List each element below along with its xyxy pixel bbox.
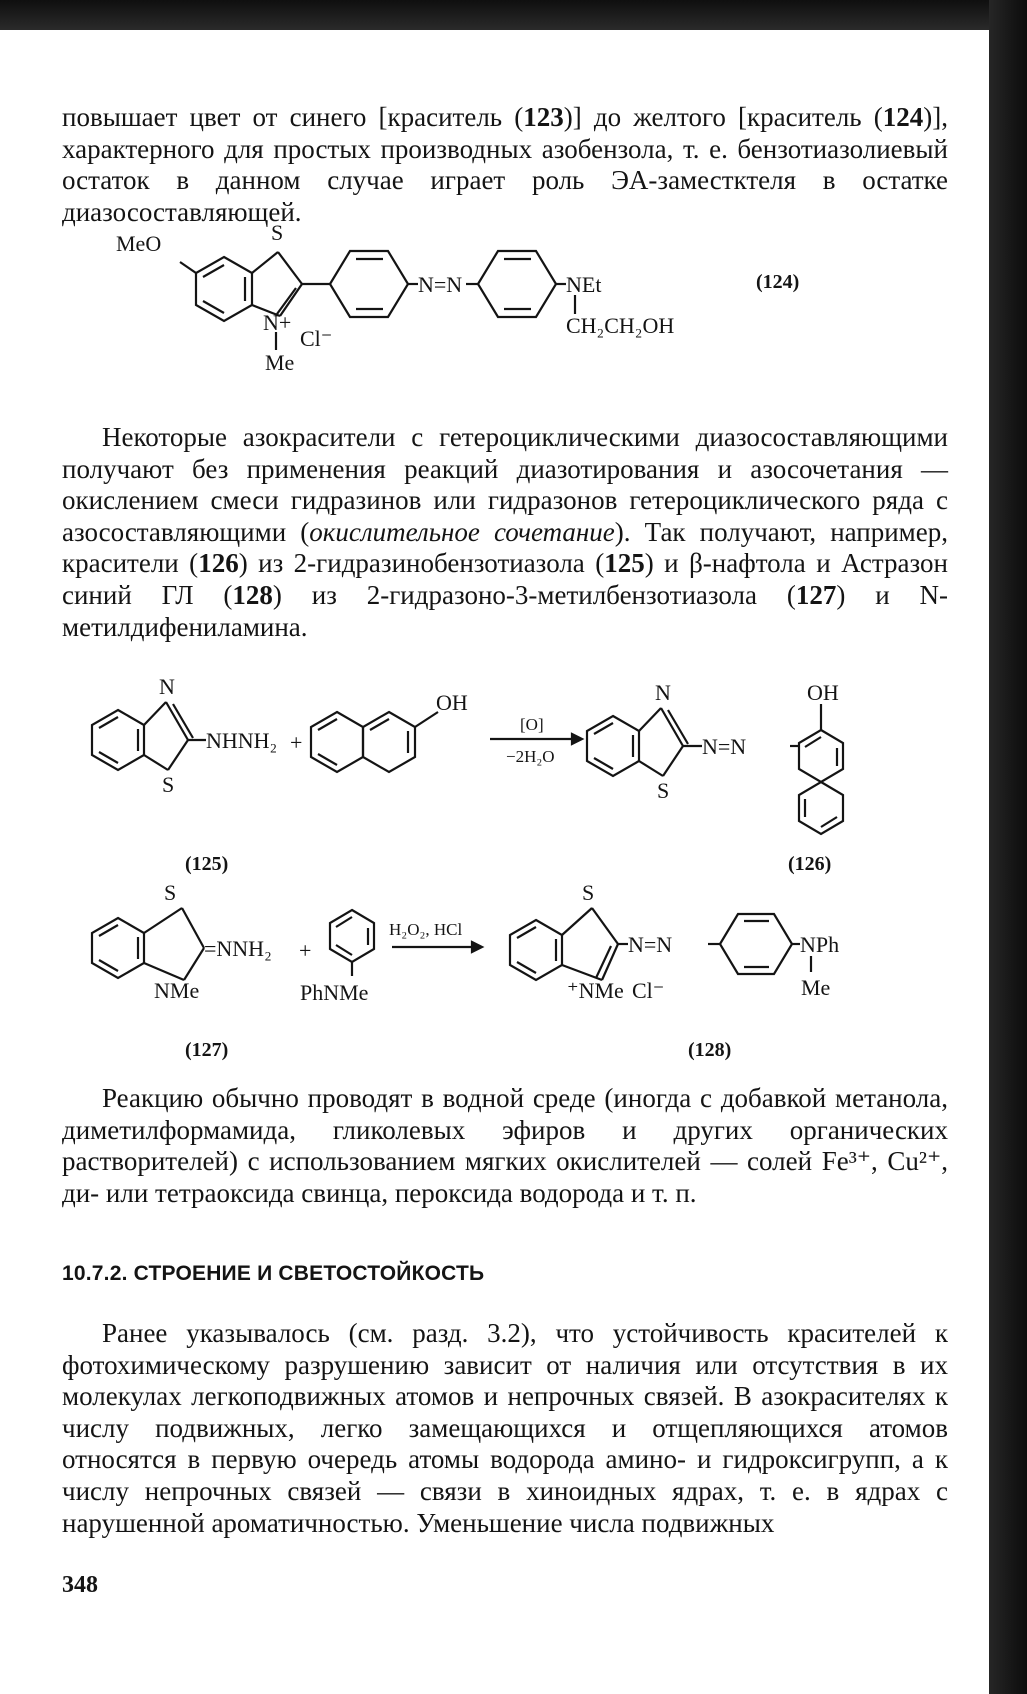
methyl-label: Me xyxy=(265,350,295,375)
r1-product-oh-label: OH xyxy=(807,680,839,705)
r2-product-s-label: S xyxy=(582,880,595,905)
scan-edge-right xyxy=(989,0,1027,1694)
r2-product-me-label: Me xyxy=(801,975,831,1000)
r1-n-label: N xyxy=(159,674,175,699)
naphthol-ring-a xyxy=(311,712,363,772)
net-label: NEt xyxy=(566,272,602,297)
paragraph-1: повышает цвет от синего [краситель (123)] до желтого [краситель (124)], характерного для простых производных азобензола, т. е. бензотиазолиевый остаток в данном случае играет роль ЭА-заместктеля в остатке диазосоставляющей. xyxy=(62,102,948,227)
reaction-scheme-2 xyxy=(62,880,962,1065)
r2-product-cl-label: Cl⁻ xyxy=(632,978,665,1003)
r2-product-azo-label: N=N xyxy=(628,932,673,957)
hydrazone-label: =NNH₂ xyxy=(204,936,272,961)
page-number: 348 xyxy=(62,1572,98,1598)
r1-s-label: S xyxy=(162,772,175,797)
r2-product-nme-label: ⁺NMe xyxy=(567,978,624,1003)
r2-product-benzo-ring xyxy=(510,920,562,980)
compound-number-124: (124) xyxy=(756,271,800,293)
azo-label: N=N xyxy=(418,272,463,297)
paragraph-3: Реакцию обычно проводят в водной среде (иногда с добавкой метанола, диметилформамида, гликолевых эфиров и других органических растворителей) с использованием мягких окислителей — солей Fe³⁺, Cu²⁺, ди- или тетраоксида свинца, пероксида водорода и т. п. xyxy=(62,1083,948,1208)
phnme-label: PhNMe xyxy=(300,980,369,1005)
water-loss-label: −2H₂O xyxy=(506,747,555,766)
r2-benzo-ring xyxy=(92,918,144,978)
reaction-scheme-1 xyxy=(62,660,962,875)
n-plus-label: N+ xyxy=(263,310,292,335)
compound-number-126: (126) xyxy=(788,853,832,875)
sulfur-label: S xyxy=(271,222,284,245)
paragraph-4: Ранее указывалось (см. разд. 3.2), что устойчивость красителей к фотохимическому разрушению зависит от наличия или отсутствия в их молекулах легкоподвижных атомов и непрочных связей. В азокрасителях к числу подвижных, легко замещающихся и отщепляющихся атомов относятся в первую очередь атомы водорода амино- и гидроксигрупп, а к числу непрочных связей — связи в хиноидных ядрах, т. е. в ядрах с нарушенной ароматичностью. Уменьшение числа подвижных xyxy=(62,1318,948,1538)
plus-sign-2: + xyxy=(299,938,312,963)
r1-product-benzo-ring xyxy=(587,716,639,776)
compound-number-128: (128) xyxy=(688,1039,732,1061)
r2-nme-label: NMe xyxy=(154,978,200,1003)
oxidant-label: [O] xyxy=(520,715,544,734)
chloride-label: Cl⁻ xyxy=(300,326,333,351)
plus-sign-1: + xyxy=(290,730,303,755)
compound-number-125: (125) xyxy=(185,853,229,875)
r1-product-s-label: S xyxy=(657,778,670,803)
hydrazino-label: NHNH₂ xyxy=(206,728,278,753)
r2-s-label: S xyxy=(164,880,177,905)
phenyl-ring-2 xyxy=(478,251,556,317)
scan-edge-top xyxy=(0,0,1027,30)
methoxy-label: MeO xyxy=(116,231,162,256)
r1-product-n-label: N xyxy=(655,680,671,705)
benzo-ring xyxy=(196,257,252,321)
naphthol-oh-label: OH xyxy=(436,690,468,715)
phenyl-ring-1 xyxy=(330,251,408,317)
r1-product-azo-label: N=N xyxy=(702,734,747,759)
r1-benzo-ring xyxy=(92,710,144,770)
r2-product-phenyl-ring xyxy=(720,914,792,974)
r2-product-nph-label: NPh xyxy=(800,932,840,957)
hydroxyethyl-label: CH₂CH₂OH xyxy=(566,313,675,338)
structure-124 xyxy=(100,222,960,404)
peroxide-reagent-label: H₂O₂, HCl xyxy=(389,920,463,939)
compound-number-127: (127) xyxy=(185,1039,229,1061)
paragraph-2: Некоторые азокрасители с гетероциклическими диазосоставляющими получают без применения реакций диазотирования и азосочетания — окислением смеси гидразинов или гидразонов гетероциклического ряда с азосоставляющими (окислительное сочетание). Так получают, например, красители (126) из 2-гидразинобензотиазола (125) и β-нафтола и Астразон синий ГЛ (128) из 2-гидразоно-3-метилбензотиазола (127) и N-метилдифениламина. xyxy=(62,422,948,642)
section-heading: 10.7.2. СТРОЕНИЕ И СВЕТОСТОЙКОСТЬ xyxy=(62,1262,485,1285)
